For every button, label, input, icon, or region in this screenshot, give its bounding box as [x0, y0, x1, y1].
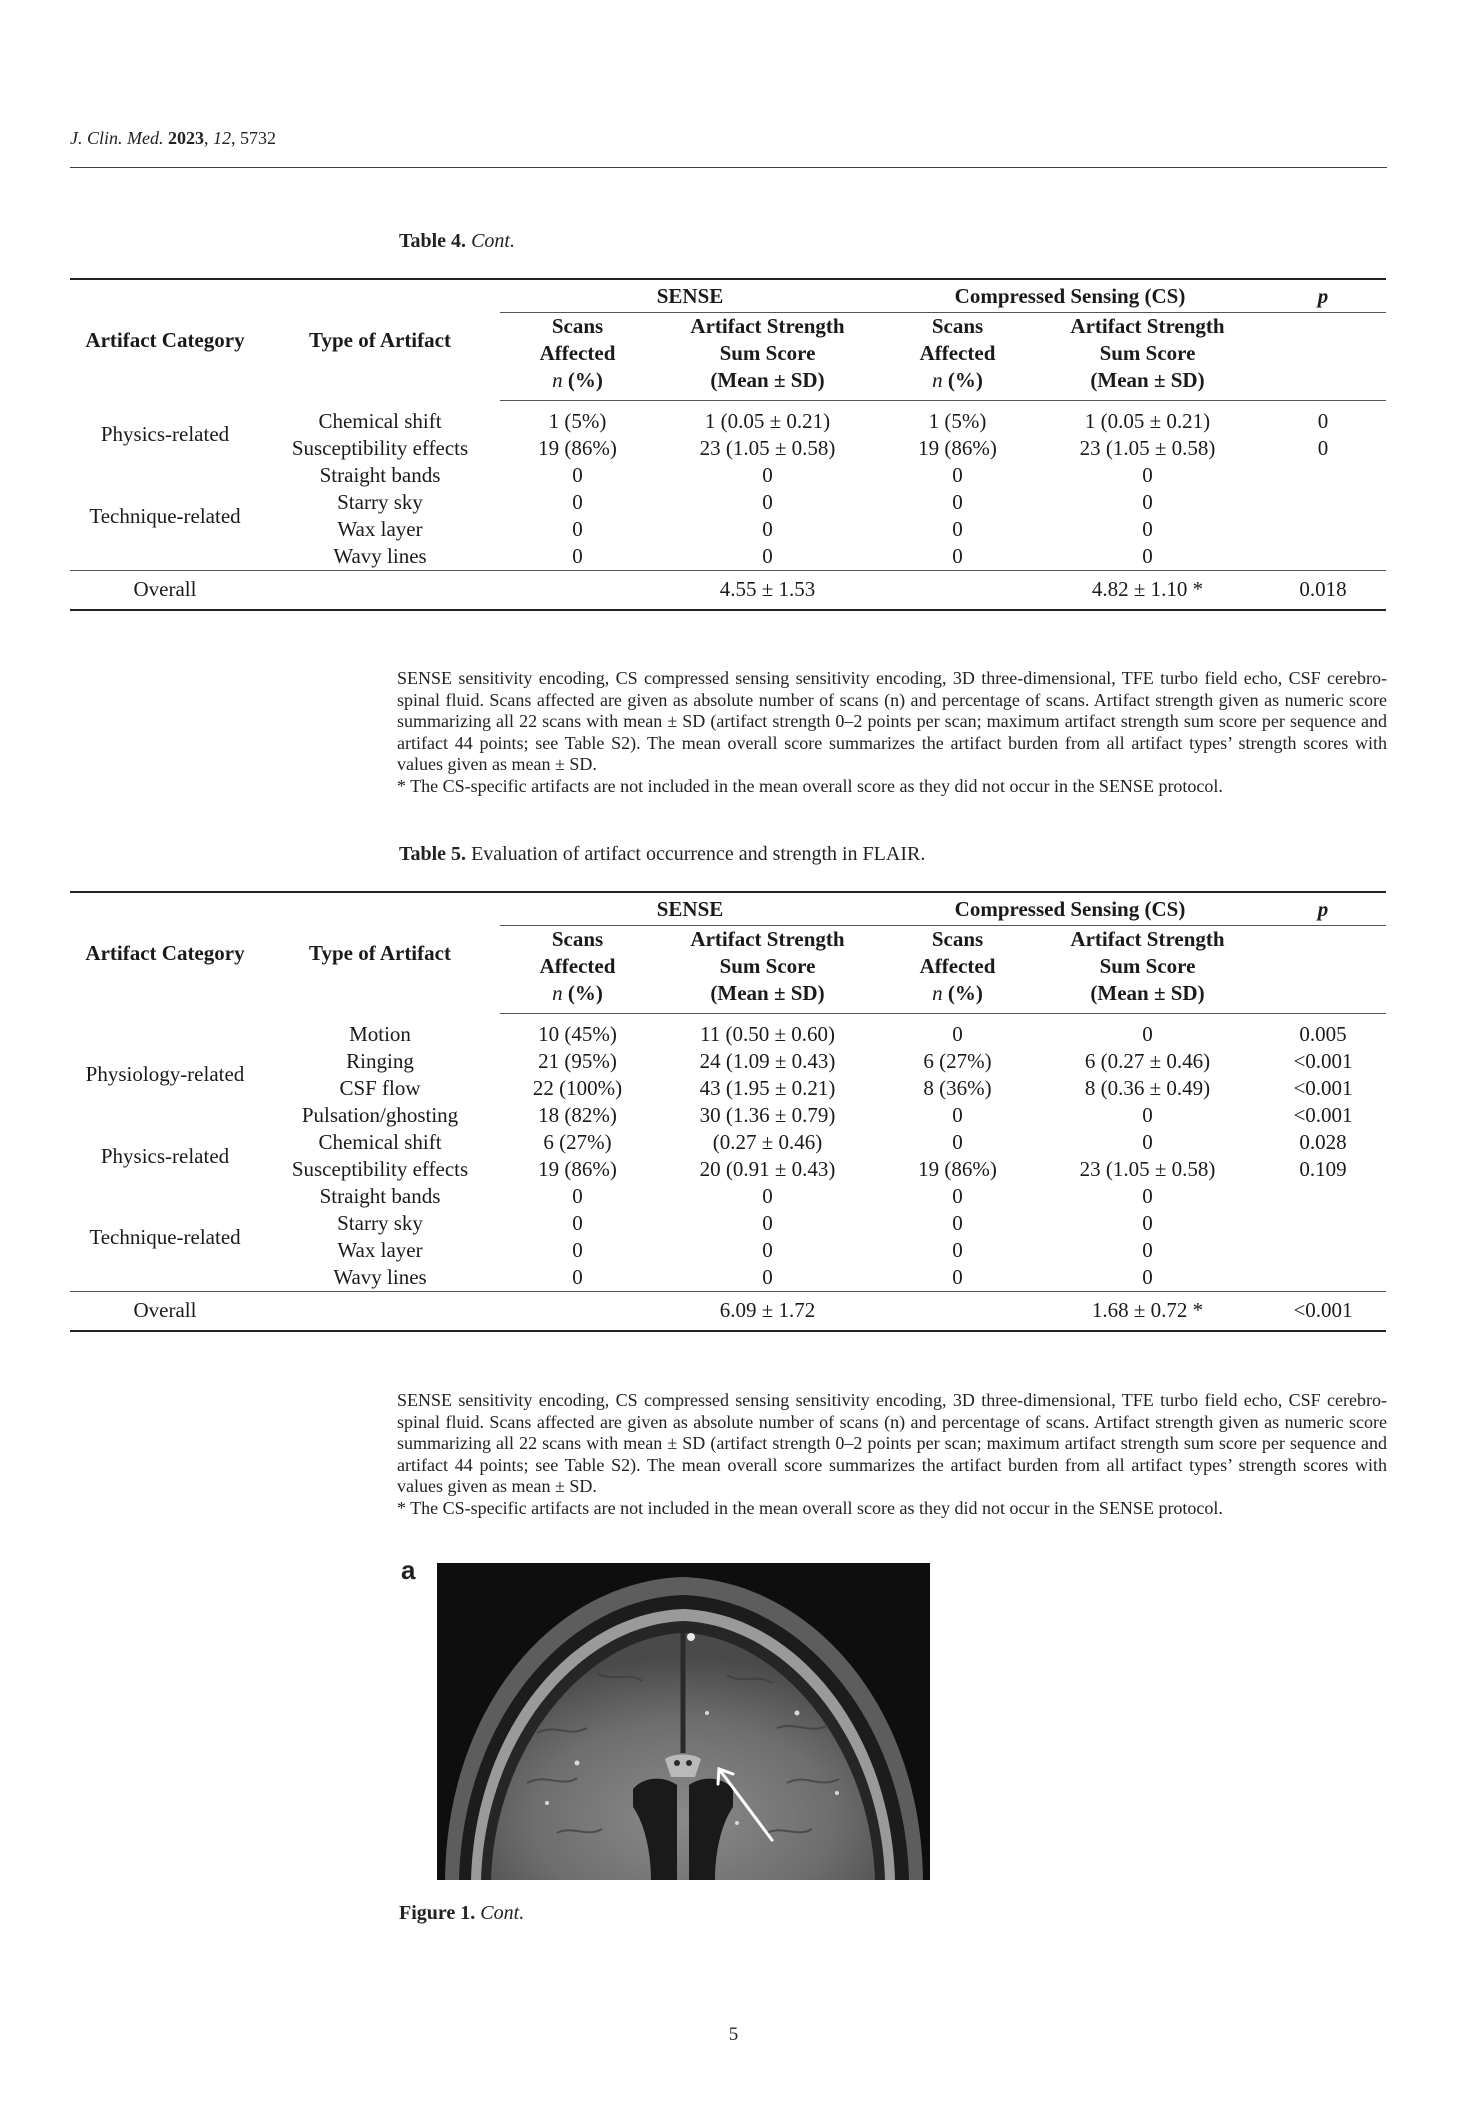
sense-score-cell: (0.27 ± 0.46): [712, 1130, 823, 1154]
cs-score-cell: 23 (1.05 ± 0.58): [1079, 436, 1216, 460]
artifact-type-cell: Wax layer: [337, 517, 423, 541]
sense-score-cell: 11 (0.50 ± 0.60): [700, 1022, 835, 1046]
header-p-value: p: [1260, 892, 1386, 926]
overall-label-cell: Overall: [70, 571, 260, 611]
table-row: [70, 1156, 1386, 1183]
p-value-cell: 0: [1317, 409, 1329, 433]
cs-score-cell: 0: [1142, 490, 1153, 514]
table-row: [70, 1075, 1386, 1102]
header-cs: Compressed Sensing (CS): [880, 892, 1260, 926]
p-value-cell: [1260, 1210, 1386, 1237]
sense-scans-cell: 19 (86%): [538, 436, 617, 460]
sense-scans-cell: 0: [572, 544, 583, 568]
artifact-type-cell: Starry sky: [337, 490, 423, 514]
cs-score-cell: 23 (1.05 ± 0.58): [1079, 1157, 1216, 1181]
sense-score-cell: 0: [762, 490, 773, 514]
overall-cs-score-cell: 1.68 ± 0.72 *: [1035, 1292, 1260, 1332]
cs-scans-cell: 0: [952, 544, 963, 568]
p-value-cell: [1260, 543, 1386, 571]
header-rule: [70, 167, 1387, 168]
artifact-type-cell: Wax layer: [337, 1238, 423, 1262]
table4-caption: [399, 230, 515, 253]
sense-scans-cell: 22 (100%): [532, 1076, 623, 1100]
header-scans-affected: Scans Affected n (%): [500, 313, 655, 401]
cs-score-cell: 0: [1142, 1184, 1153, 1208]
header-scans-affected: Scans Affected n (%): [880, 313, 1035, 401]
sense-score-cell: 0: [762, 1238, 773, 1262]
overall-row: [70, 571, 1386, 611]
table4: [70, 278, 1386, 611]
artifact-type-cell: Susceptibility effects: [291, 436, 469, 460]
cs-scans-cell: 0: [952, 1022, 963, 1046]
sense-scans-cell: 6 (27%): [543, 1130, 612, 1154]
table-row: [70, 1183, 1386, 1210]
header-scans-affected: Scans Affected n (%): [880, 926, 1035, 1014]
table-row: [70, 1102, 1386, 1129]
sense-score-cell: 24 (1.09 ± 0.43): [699, 1049, 836, 1073]
p-value-cell: <0.001: [1293, 1049, 1353, 1073]
p-value-cell: [1260, 462, 1386, 489]
artifact-type-cell: Ringing: [346, 1049, 414, 1073]
table-row: [70, 401, 1386, 436]
cs-scans-cell: 0: [952, 1130, 963, 1154]
cs-score-cell: 0: [1142, 1238, 1153, 1262]
overall-label-cell: Overall: [70, 1292, 260, 1332]
journal-volume: 12: [212, 128, 231, 148]
sense-scans-cell: 0: [572, 517, 583, 541]
table4-notes: [397, 668, 1387, 797]
header-type-of-artifact: Type of Artifact: [260, 279, 500, 401]
sense-scans-cell: 0: [572, 490, 583, 514]
overall-p-value-cell: <0.001: [1260, 1292, 1386, 1332]
sense-scans-cell: 18 (82%): [538, 1103, 617, 1127]
table5-caption-label: Table 5.: [399, 843, 467, 865]
table4-caption-text: Cont.: [471, 230, 515, 252]
article-number: 5732: [239, 128, 276, 148]
cs-scans-cell: 0: [952, 1211, 963, 1235]
cs-scans-cell: 6 (27%): [923, 1049, 992, 1073]
overall-row: [70, 1292, 1386, 1332]
table4-caption-label: Table 4.: [399, 230, 467, 252]
artifact-type-cell: Straight bands: [319, 463, 441, 487]
mri-brain-image: [437, 1563, 930, 1880]
p-value-cell: [1260, 489, 1386, 516]
artifact-category-cell: Technique-related: [89, 503, 241, 528]
table-row: [70, 1014, 1386, 1049]
cs-scans-cell: 19 (86%): [918, 1157, 997, 1181]
sense-scans-cell: 10 (45%): [538, 1022, 617, 1046]
journal-year: 2023: [167, 128, 204, 148]
artifact-type-cell: Starry sky: [337, 1211, 423, 1235]
cs-score-cell: 0: [1142, 463, 1153, 487]
table-row: [70, 1237, 1386, 1264]
artifact-category-cell: Technique-related: [89, 1224, 241, 1249]
table-row: [70, 543, 1386, 571]
sense-score-cell: 0: [762, 1211, 773, 1235]
sense-score-cell: 43 (1.95 ± 0.21): [699, 1076, 836, 1100]
header-artifact-category: Artifact Category: [70, 279, 260, 401]
sense-score-cell: 23 (1.05 ± 0.58): [699, 436, 836, 460]
table-row: [70, 1264, 1386, 1292]
overall-sense-score-cell: 4.55 ± 1.53: [655, 571, 880, 611]
cs-scans-cell: 0: [952, 1238, 963, 1262]
cs-scans-cell: 0: [952, 1184, 963, 1208]
p-value-cell: 0.109: [1299, 1157, 1347, 1181]
cs-scans-cell: 0: [952, 1103, 963, 1127]
cs-score-cell: 0: [1142, 1022, 1153, 1046]
cs-score-cell: 8 (0.36 ± 0.49): [1084, 1076, 1211, 1100]
header-sense: SENSE: [500, 279, 880, 313]
cs-score-cell: 0: [1142, 1103, 1153, 1127]
cs-scans-cell: 19 (86%): [918, 436, 997, 460]
sense-score-cell: 0: [762, 463, 773, 487]
artifact-category-cell: Physiology-related: [85, 1062, 245, 1087]
table-row: [70, 489, 1386, 516]
table5-note-abbreviations: SENSE sensitivity encoding, CS compressed sensing sensitivity encoding, 3D three-dimensional, TFE turbo field echo, CSF cerebro-spinal fluid. Scans affected are given as absolute number of scans (n) and percentage of scans. Artifact strength given as numeric score summarizing all 22 scans with mean ± SD (artifact strength 0–2 points per scan; maximum artifact strength sum score per sequence and artifact 44 points; see Table S2). The mean overall score summarizes the artifact burden from all artifact types’ strength scores with values given as mean ± SD.: [397, 1390, 1387, 1496]
sense-scans-cell: 0: [572, 1238, 583, 1262]
artifact-type-cell: Motion: [349, 1021, 411, 1046]
sense-score-cell: 0: [762, 1184, 773, 1208]
p-value-cell: [1260, 1264, 1386, 1292]
sense-scans-cell: 0: [572, 1211, 583, 1235]
artifact-type-cell: Chemical shift: [318, 1130, 442, 1154]
artifact-category-cell: Physics-related: [100, 422, 230, 447]
cs-score-cell: 0: [1142, 544, 1153, 568]
sense-scans-cell: 19 (86%): [538, 1157, 617, 1181]
sense-scans-cell: 1 (5%): [548, 409, 607, 433]
sense-score-cell: 0: [762, 544, 773, 568]
p-value-cell: 0.028: [1299, 1130, 1347, 1154]
p-value-cell: [1260, 516, 1386, 543]
table5-note-asterisk: * The CS-specific artifacts are not included in the mean overall score as they did not occur in the SENSE protocol.: [397, 1497, 1223, 1518]
header-artifact-strength: Artifact Strength Sum Score (Mean ± SD): [655, 313, 880, 401]
sense-scans-cell: 0: [572, 1265, 583, 1289]
p-value-cell: [1260, 1237, 1386, 1264]
p-value-cell: 0.005: [1299, 1022, 1347, 1046]
journal-name: J. Clin. Med.: [70, 128, 164, 148]
table-row: [70, 462, 1386, 489]
sense-score-cell: 20 (0.91 ± 0.43): [699, 1157, 836, 1181]
sense-scans-cell: 0: [572, 1184, 583, 1208]
table5-notes: [397, 1390, 1387, 1519]
sense-score-cell: 1 (0.05 ± 0.21): [704, 409, 831, 433]
sense-scans-cell: 0: [572, 463, 583, 487]
cs-scans-cell: 8 (36%): [923, 1076, 992, 1100]
header-cs: Compressed Sensing (CS): [880, 279, 1260, 313]
p-value-cell: [1260, 1183, 1386, 1210]
sense-score-cell: 0: [762, 517, 773, 541]
artifact-type-cell: Chemical shift: [318, 408, 442, 433]
overall-sense-score-cell: 6.09 ± 1.72: [655, 1292, 880, 1332]
artifact-type-cell: Pulsation/ghosting: [301, 1103, 459, 1127]
figure-panel-label: a: [401, 1555, 416, 1585]
cs-score-cell: 0: [1142, 1211, 1153, 1235]
journal-header: J. Clin. Med. 2023, 12, 5732: [70, 128, 276, 148]
overall-p-value-cell: 0.018: [1260, 571, 1386, 611]
header-artifact-strength: Artifact Strength Sum Score (Mean ± SD): [655, 926, 880, 1014]
cs-score-cell: 0: [1142, 1130, 1153, 1154]
artifact-category-cell: Physics-related: [100, 1143, 230, 1168]
figure-caption-label: Figure 1.: [399, 1902, 476, 1924]
cs-scans-cell: 1 (5%): [928, 409, 987, 433]
cs-scans-cell: 0: [952, 490, 963, 514]
cs-score-cell: 0: [1142, 1265, 1153, 1289]
artifact-type-cell: Straight bands: [319, 1184, 441, 1208]
figure-caption-text: Cont.: [480, 1902, 525, 1924]
header-artifact-category: Artifact Category: [70, 892, 260, 1014]
p-value-cell: <0.001: [1293, 1103, 1353, 1127]
sense-scans-cell: 21 (95%): [538, 1049, 617, 1073]
table5-caption-text: Evaluation of artifact occurrence and strength in FLAIR.: [471, 843, 926, 865]
table-row: [70, 1048, 1386, 1075]
cs-scans-cell: 0: [952, 1265, 963, 1289]
table4-note-asterisk: * The CS-specific artifacts are not included in the mean overall score as they did not occur in the SENSE protocol.: [397, 775, 1223, 796]
cs-score-cell: 1 (0.05 ± 0.21): [1084, 409, 1211, 433]
p-value-cell: <0.001: [1293, 1076, 1353, 1100]
cs-score-cell: 0: [1142, 517, 1153, 541]
table-row: [70, 516, 1386, 543]
cs-score-cell: 6 (0.27 ± 0.46): [1084, 1049, 1211, 1073]
header-p-value: p: [1260, 279, 1386, 313]
sense-score-cell: 0: [762, 1265, 773, 1289]
overall-cs-score-cell: 4.82 ± 1.10 *: [1035, 571, 1260, 611]
header-artifact-strength: Artifact Strength Sum Score (Mean ± SD): [1035, 926, 1260, 1014]
table5: [70, 891, 1386, 1332]
sense-score-cell: 30 (1.36 ± 0.79): [699, 1103, 836, 1127]
figure-caption: [399, 1902, 524, 1925]
p-value-cell: 0: [1317, 436, 1329, 460]
page-number: 5: [728, 2024, 739, 2045]
header-artifact-strength: Artifact Strength Sum Score (Mean ± SD): [1035, 313, 1260, 401]
table4-note-abbreviations: SENSE sensitivity encoding, CS compressed sensing sensitivity encoding, 3D three-dimensional, TFE turbo field echo, CSF cerebro-spinal fluid. Scans affected are given as absolute number of scans (n) and percentage of scans. Artifact strength given as numeric score summarizing all 22 scans with mean ± SD (artifact strength 0–2 points per scan; maximum artifact strength sum score per sequence and artifact 44 points; see Table S2). The mean overall score summarizes the artifact burden from all artifact types’ strength scores with values given as mean ± SD.: [397, 668, 1387, 774]
artifact-type-cell: Wavy lines: [333, 1265, 427, 1289]
header-scans-affected: Scans Affected n (%): [500, 926, 655, 1014]
header-type-of-artifact: Type of Artifact: [260, 892, 500, 1014]
cs-scans-cell: 0: [952, 463, 963, 487]
table5-caption: [399, 843, 925, 866]
table-row: [70, 1210, 1386, 1237]
artifact-type-cell: CSF flow: [339, 1076, 421, 1100]
cs-scans-cell: 0: [952, 517, 963, 541]
table-row: [70, 435, 1386, 462]
artifact-type-cell: Wavy lines: [333, 544, 427, 568]
artifact-type-cell: Susceptibility effects: [291, 1157, 469, 1181]
table-row: [70, 1129, 1386, 1156]
header-sense: SENSE: [500, 892, 880, 926]
